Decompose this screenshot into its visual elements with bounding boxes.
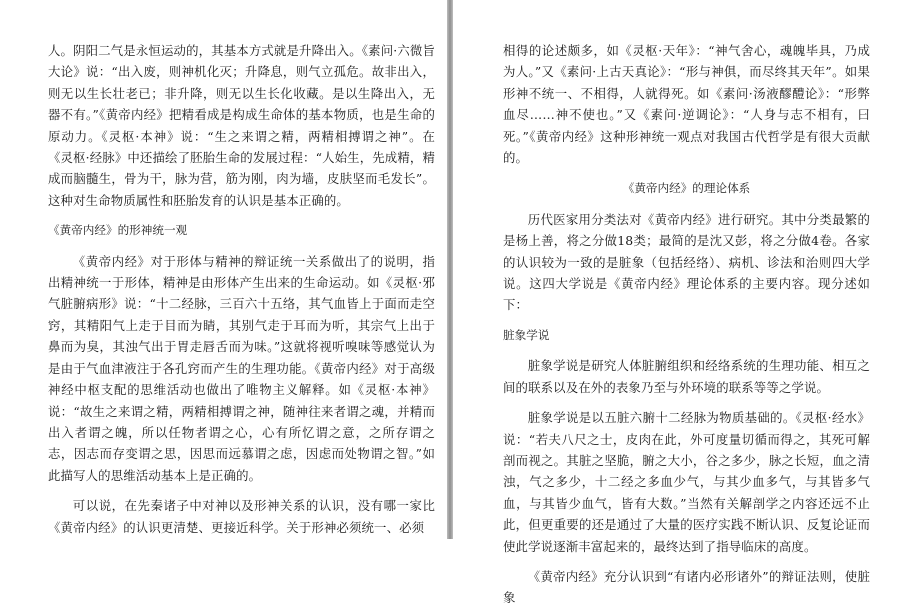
left-paragraph-1: 人。阴阳二气是永恒运动的，其基本方式就是升降出入。《素问·六微旨大论》说：“出入废，则神机化灭；升降息，则气立孤危。故非出入，则无以生长壮老已；非升降，则无以生长化收藏。是以生降出入，无器不有。”《黄帝内经》把精看成是构成生命体的基本物质，也是生命的原动力。《灵枢·本神》说：“生之来谓之精，两精相搏谓之神”。在《灵枢·经脉》中还描绘了胚胎生命的发展过程：“人始生，先成精，精成而脑髓生，骨为干，脉为营，筋为刚，肉为墙，皮肤坚而毛发长”。这种对生命物质属性和胚胎发育的认识是基本正确的。: [48, 43, 435, 208]
right-paragraph-1: 相得的论述颇多，如《灵枢·天年》：“神气舍心，魂魄毕具，乃成为人。”又《素问·上古天真论》：“形与神俱，而尽终其天年”。如果形神不统一、不相得，人就得死。如《素问·汤液醪醴论》：“形弊血尽……神不使也。”又《素问·逆调论》：“人身与志不相有，曰死。”《黄帝内经》这种形神统一观点对我国古代哲学是有很大贡献的。: [503, 43, 870, 166]
right-section-heading-theory: 《黄帝内经》的理论体系: [622, 181, 751, 196]
right-paragraph-4: 脏象学说是以五脏六腑十二经脉为物质基础的。《灵枢·经水》说：“若夫八尺之士，皮肉在此，外可度量切循而得之，其死可解剖而视之。其脏之坚脆，腑之大小，谷之多少，脉之长短，血之清浊，气之多少，十二经之多血少气，与其少血多气，与其皆多气血，与其皆少血气，皆有大数。”当然有关解剖学之内容还远不止此，但更重要的还是通过了大量的医疗实践不断认识、反复论证而使此学说逐渐丰富起来的，最终达到了指导临床的高度。: [503, 410, 870, 554]
right-paragraph-2: 历代医家用分类法对《黄帝内经》进行研究。其中分类最繁的是杨上善，将之分做18类；最简的是沈又彭，将之分做4卷。各家的认识较为一致的是脏象（包括经络）、病机、诊法和治则四大学说。这四大学说是《黄帝内经》理论体系的主要内容。现分述如下：: [503, 211, 870, 313]
right-page: [453, 0, 900, 606]
right-section-heading-zangxiang: 脏象学说: [503, 327, 550, 342]
left-page: [0, 0, 447, 539]
left-paragraph-2: 《黄帝内经》对于形体与精神的辩证统一关系做出了的说明，指出精神统一于形体，精神是由形体产生出来的生命运动。如《灵枢·邪气脏腑病形》说：“十二经脉，三百六十五络，其气血皆上于面而走空窍，其精阳气上走于目而为睛，其别气走于耳而为听，其宗气上出于鼻而为臭，其浊气出于胃走唇舌而为味。”这就将视听嗅味等感觉认为是由于气血津液注于各孔窍而产生的生理功能。《黄帝内经》对于高级神经中枢支配的思维活动也做出了唯物主义解释。如《灵枢·本神》说：“故生之来谓之精，两精相搏谓之神，随神往来者谓之魂，并精而出入者谓之魄，所以任物者谓之心，心有所忆谓之意，之所存谓之志，因志而存变谓之思，因思而远慕谓之虑，因虑而处物谓之智。”如此描写人的思维活动基本上是正确的。: [48, 253, 435, 483]
left-section-heading: 《黄帝内经》的形神统一观: [48, 223, 188, 238]
left-paragraph-3: 可以说，在先秦诸子中对神以及形神关系的认识，没有哪一家比《黄帝内经》的认识更清楚、更接近科学。关于形神必须统一、必须: [48, 498, 435, 535]
right-paragraph-3: 脏象学说是研究人体脏腑组织和经络系统的生理功能、相互之间的联系以及在外的表象乃至与外环境的联系等等之学说。: [503, 358, 870, 395]
right-paragraph-5: 《黄帝内经》充分认识到“有诸内必形诸外”的辩证法则，使脏象: [503, 568, 870, 606]
